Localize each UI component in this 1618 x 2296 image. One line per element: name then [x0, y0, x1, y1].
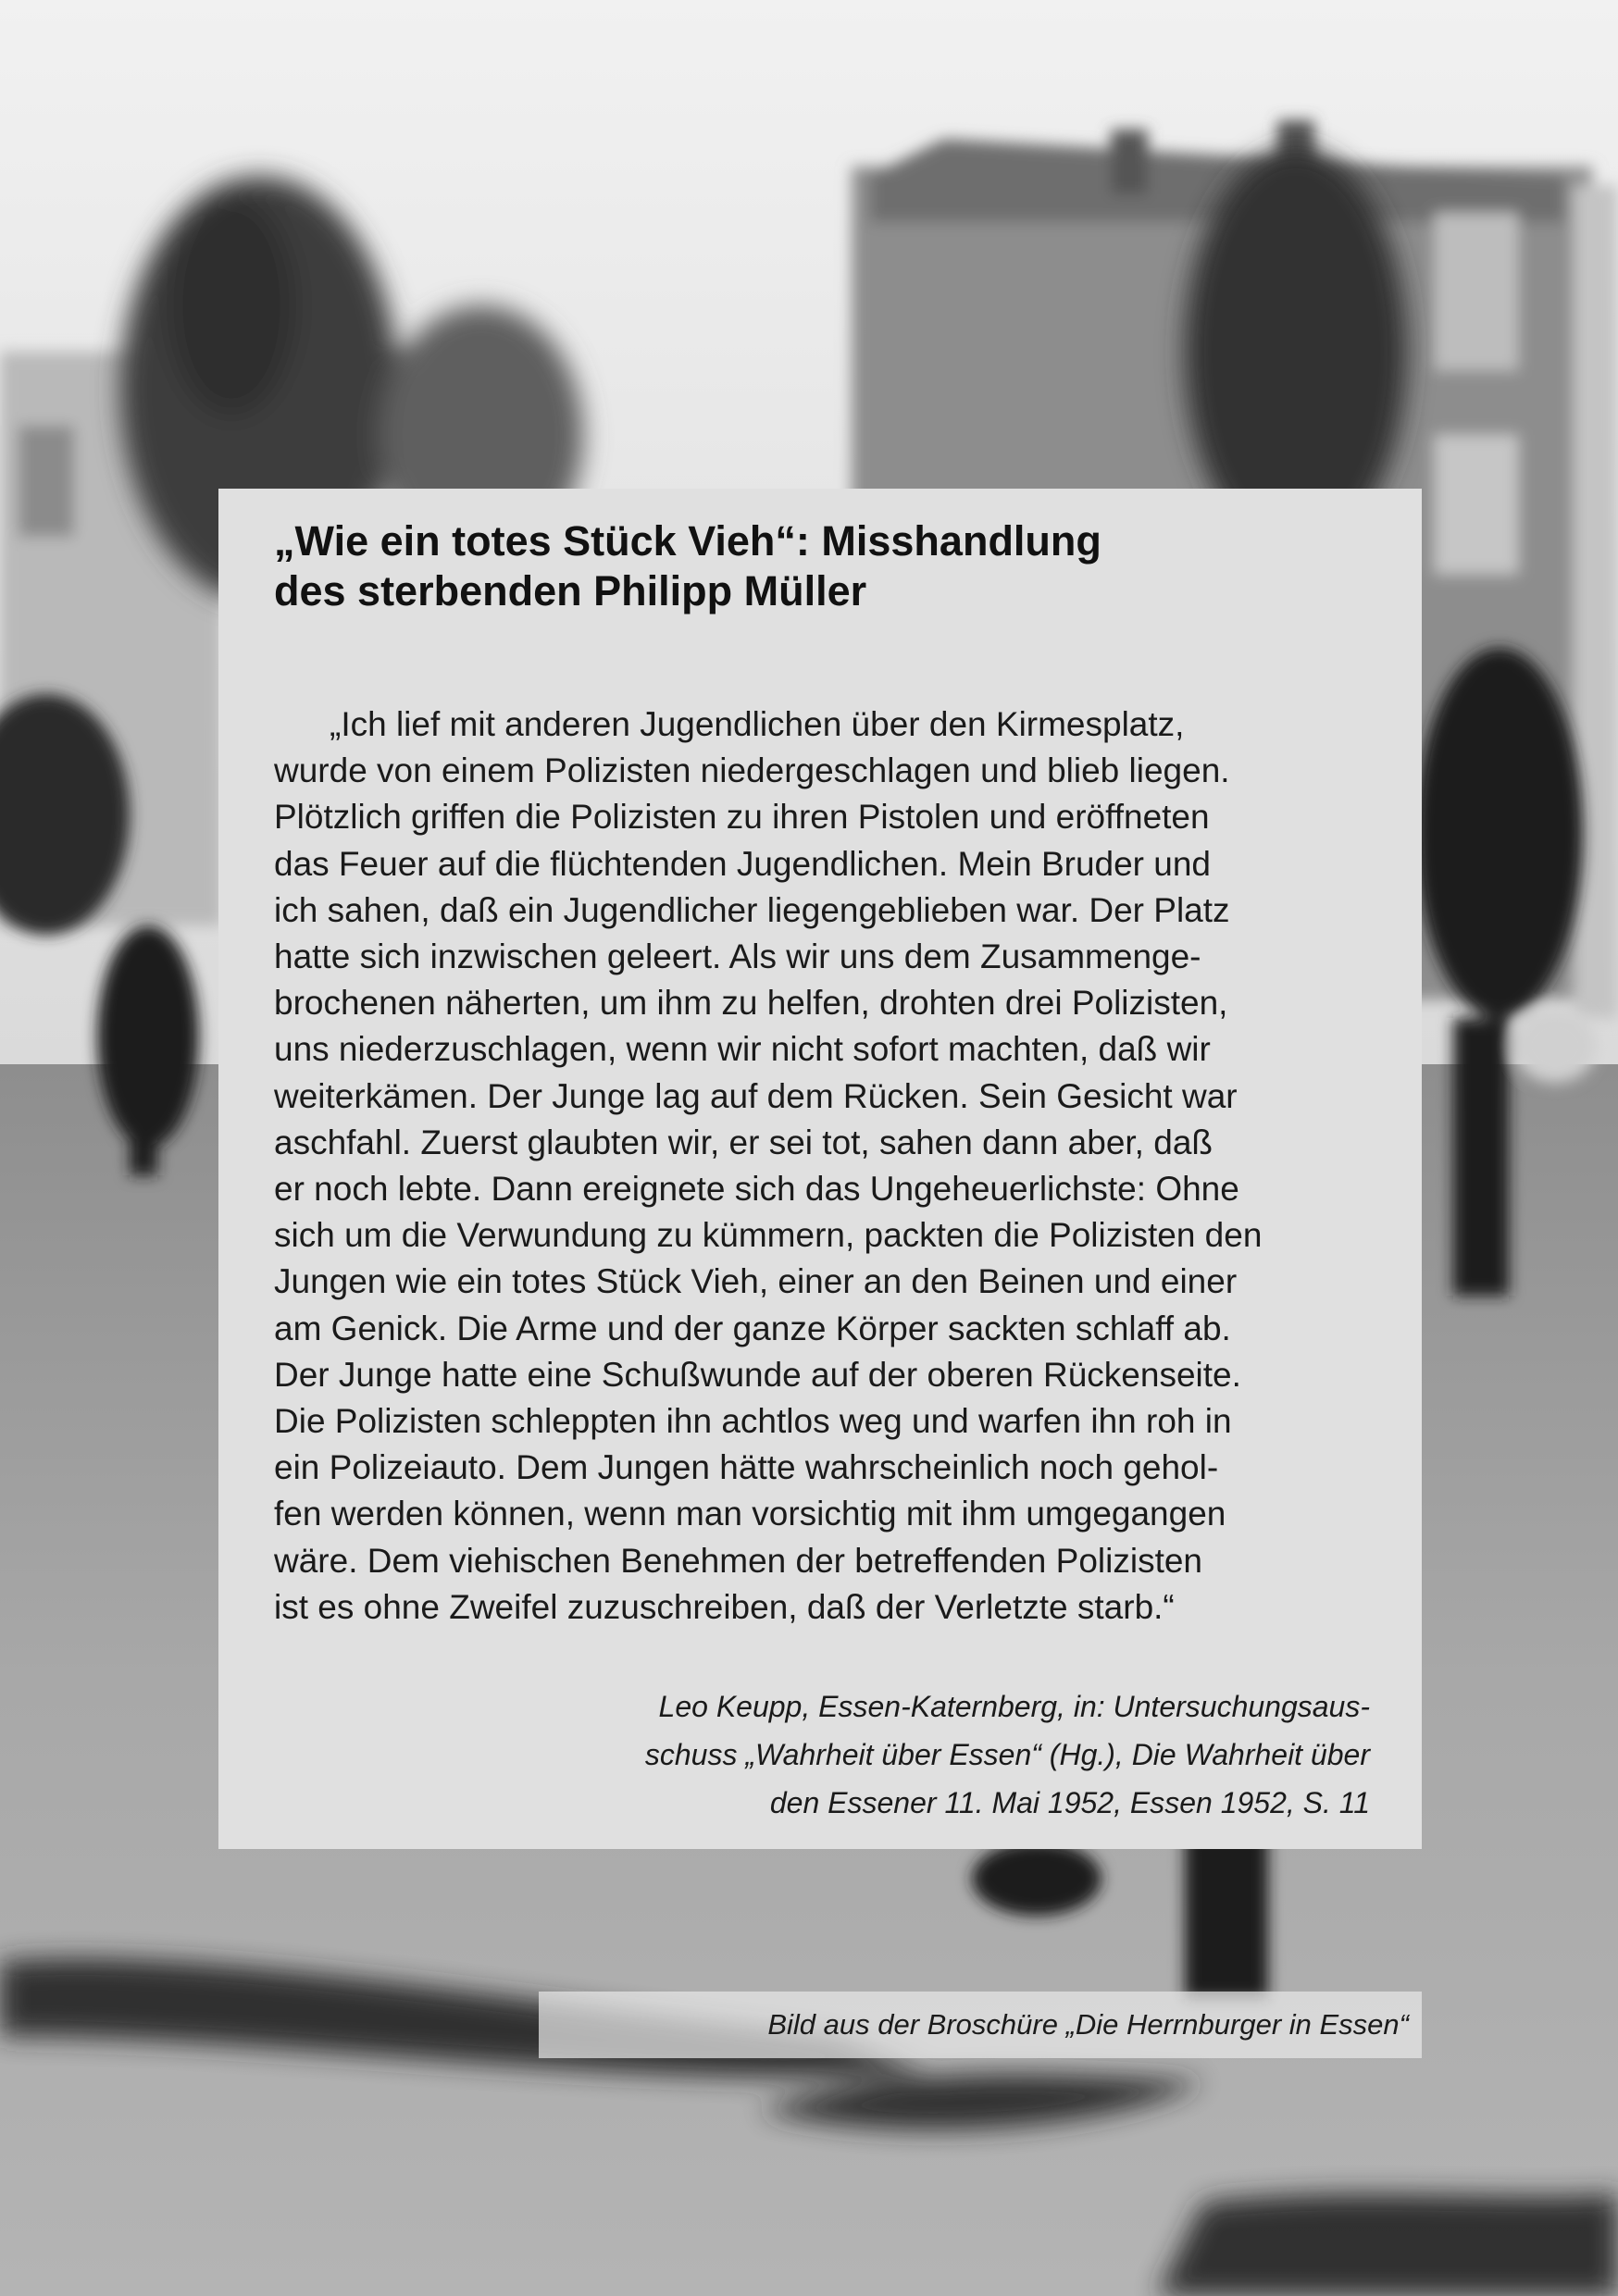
caption-box	[539, 1992, 1422, 2058]
quote-line: Plötzlich griffen die Polizisten zu ihren Pistolen und eröffneten	[274, 798, 1210, 837]
quote-line: hatte sich inzwischen geleert. Als wir uns dem Zusammenge-	[274, 937, 1201, 976]
quote-line: wäre. Dem viehischen Benehmen der betreffenden Polizisten	[274, 1541, 1203, 1580]
title-line-1: „Wie ein totes Stück Vieh“: Misshandlung	[274, 517, 1101, 565]
source-line: Leo Keupp, Essen-Katernberg, in: Untersuchungsaus-	[658, 1690, 1370, 1723]
source-line: schuss „Wahrheit über Essen“ (Hg.), Die Wahrheit über	[644, 1738, 1370, 1771]
quote-line: ich sahen, daß ein Jugendlicher liegengeblieben war. Der Platz	[274, 890, 1230, 929]
quote-line: ein Polizeiauto. Dem Jungen hätte wahrscheinlich noch gehol-	[274, 1448, 1219, 1487]
quote-line: Jungen wie ein totes Stück Vieh, einer an den Beinen und einer	[274, 1262, 1238, 1301]
quote-line: das Feuer auf die flüchtenden Jugendlichen. Mein Bruder und	[274, 844, 1212, 883]
quote-line: Die Polizisten schleppten ihn achtlos weg und warfen ihn roh in	[274, 1402, 1232, 1441]
source-citation	[537, 1682, 1370, 1827]
quote-line: ist es ohne Zweifel zuzuschreiben, daß der Verletzte starb.“	[274, 1587, 1175, 1626]
quote-line: sich um die Verwundung zu kümmern, packten die Polizisten den	[274, 1216, 1263, 1255]
quote-line: wurde von einem Polizisten niedergeschlagen und blieb liegen.	[274, 751, 1230, 790]
quote-line: fen werden können, wenn man vorsichtig mit ihm umgegangen	[274, 1495, 1226, 1533]
quote-line: aschfahl. Zuerst glaubten wir, er sei tot, sahen dann aber, daß	[274, 1123, 1213, 1161]
quote-line: am Genick. Die Arme und der ganze Körper sackten schlaff ab.	[274, 1309, 1231, 1347]
quote-line: „Ich lief mit anderen Jugendlichen über den Kirmesplatz,	[330, 705, 1185, 743]
photo-caption: Bild aus der Broschüre „Die Herrnburger in Essen“	[767, 2008, 1409, 2041]
quote-line: brochenen näherten, um ihm zu helfen, drohten drei Polizisten,	[274, 984, 1228, 1023]
quote-line: er noch lebte. Dann ereignete sich das Ungeheuerlichste: Ohne	[274, 1170, 1239, 1209]
text-panel	[218, 489, 1422, 1849]
page-title	[274, 516, 1366, 616]
quote-body	[274, 701, 1375, 1631]
source-line: den Essener 11. Mai 1952, Essen 1952, S. 11	[769, 1786, 1370, 1819]
quote-line: weiterkämen. Der Junge lag auf dem Rücken. Sein Gesicht war	[274, 1076, 1238, 1115]
quote-line: Der Junge hatte eine Schußwunde auf der oberen Rückenseite.	[274, 1355, 1241, 1394]
quote-line: uns niederzuschlagen, wenn wir nicht sofort machten, daß wir	[274, 1030, 1211, 1069]
title-line-2: des sterbenden Philipp Müller	[274, 567, 867, 614]
